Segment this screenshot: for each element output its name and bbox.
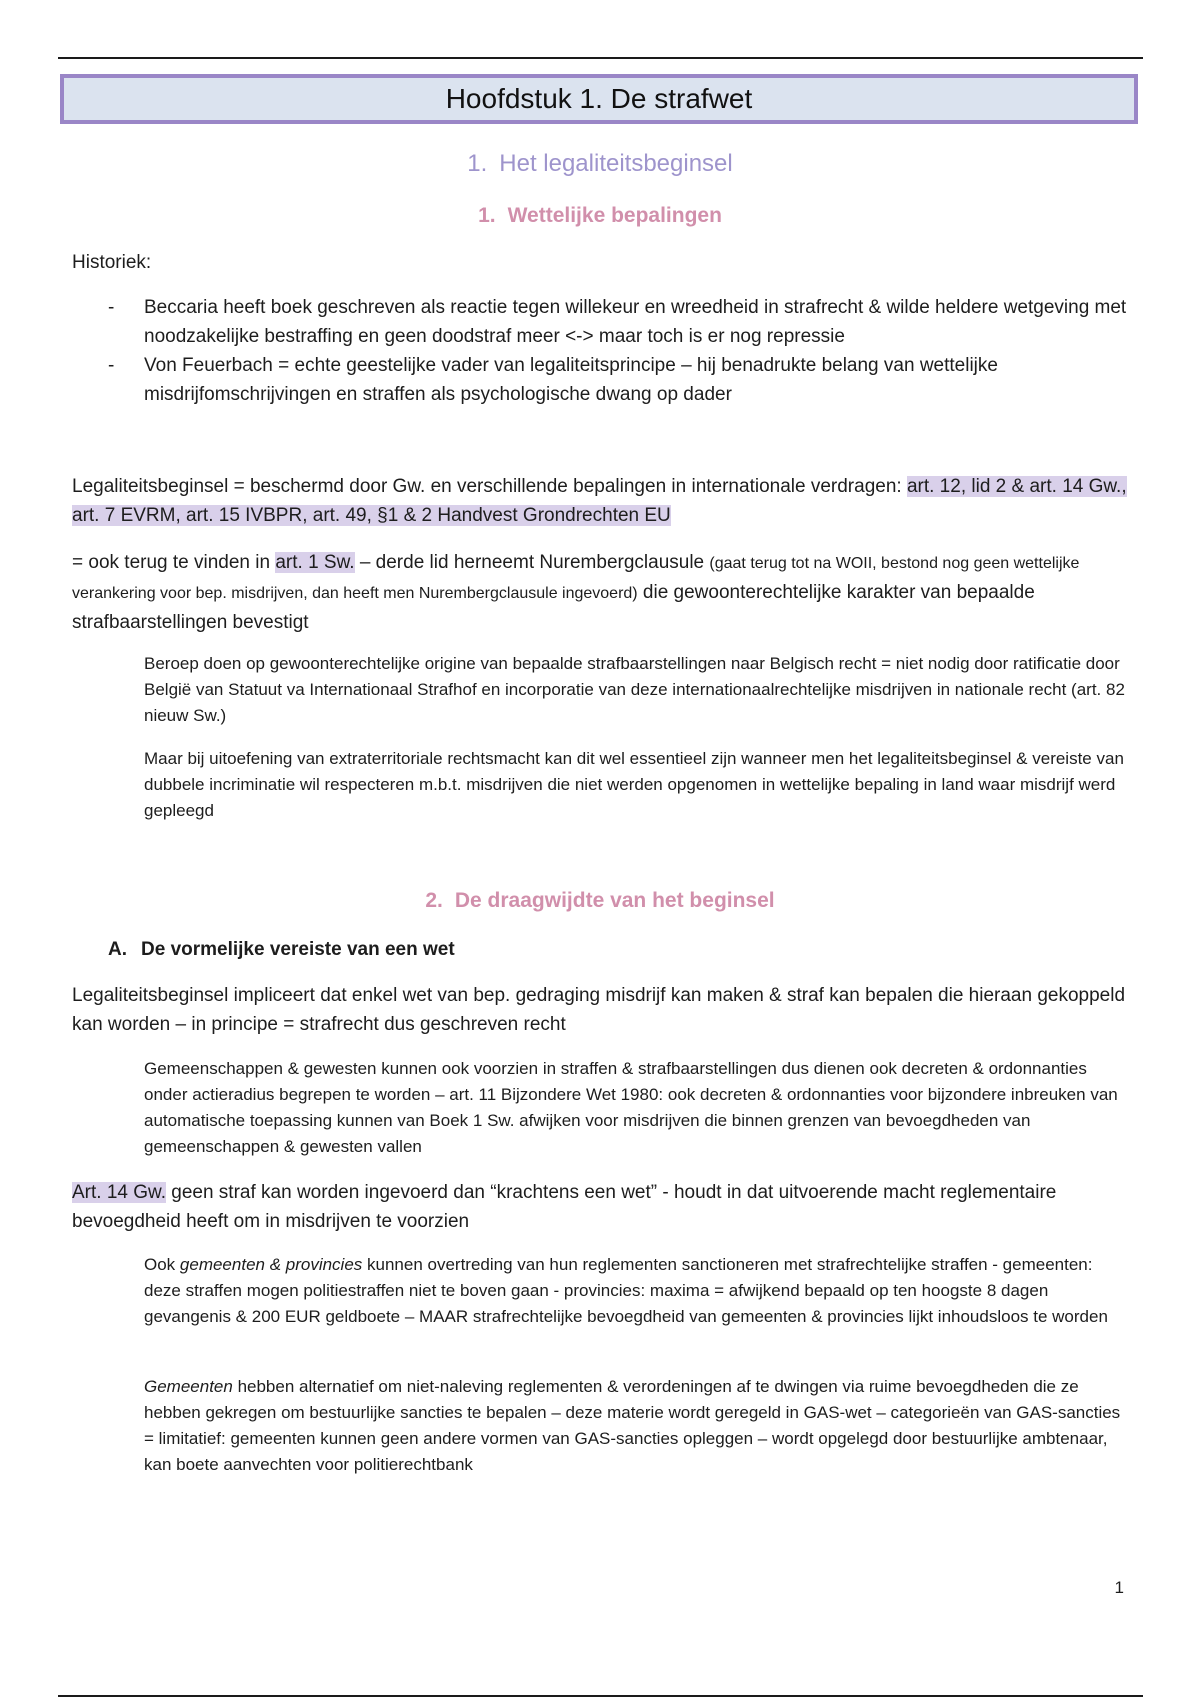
historiek-list (72, 293, 1132, 409)
list-item (72, 351, 1132, 409)
paragraph-text: geen straf kan worden ingevoerd dan “krachtens een wet” - houdt in dat uitvoerende macht reglementaire bevoegdheid heeft om in misdrijven te voorzien (72, 1182, 1057, 1232)
historiek-label: Historiek: (72, 252, 152, 273)
indented-paragraph: Beroep doen op gewoonterechtelijke origine van bepaalde strafbaarstellingen naar Belgisch recht = niet nodig door ratificatie door België van Statuut va Internationaal Strafhof en incorporatie van deze internationaalrechtelijke misdrijven in nationale recht (art. 82 nieuw Sw.) (144, 654, 1125, 725)
list-item-text: Beccaria heeft boek geschreven als reactie tegen willekeur en wreedheid in strafrecht & wilde heldere wetgeving met noodzakelijke bestraffing en geen doodstraf meer <-> maar toch is er nog repressie (144, 297, 1127, 347)
paragraph-text: Legaliteitsbeginsel = beschermd door Gw. en verschillende bepalingen in internationale verdragen: (72, 476, 907, 497)
list-item-text: Von Feuerbach = echte geestelijke vader van legaliteitsprincipe – hij benadrukte belang van wettelijke misdrijfomschrijvingen en straffen als psychologische dwang op dader (144, 355, 998, 405)
paragraph-text: = ook terug te vinden in (72, 552, 276, 573)
header-rule (58, 57, 1143, 59)
footer-rule (58, 1695, 1143, 1697)
subsection-heading-draagwijdte (0, 889, 1200, 913)
emphasis: Gemeenten (144, 1377, 233, 1396)
subsection-title: Wettelijke bepalingen (507, 204, 722, 227)
highlighted-reference: Art. 14 Gw. (72, 1182, 166, 1203)
emphasis: gemeenten & provincies (179, 1255, 363, 1274)
indented-paragraph: Gemeenschappen & gewesten kunnen ook voorzien in straffen & strafbaarstellingen dus dienen ook decreten & ordonnanties onder actieradius begrepen te worden – art. 11 Bijzondere Wet 1980: ook decreten & ordonnanties voor bijzondere inbreuken van automatische toepassing kunnen van Boek 1 Sw. afwijken voor misdrijven die binnen grenzen van bevoegdheden van gemeenschappen & gewesten vallen (144, 1059, 1118, 1156)
highlighted-reference: art. 12, lid 2 & art. 14 Gw., art. 7 EVRM, art. 15 IVBPR, art. 49, §1 & 2 Handvest Grondrechten EU (72, 476, 1127, 526)
list-item (72, 293, 1132, 351)
subsection-number: 1. (478, 204, 496, 227)
subsection-number: 2. (425, 889, 443, 912)
subheading-vormelijke-vereiste (108, 939, 455, 961)
indented-paragraph (144, 1374, 1134, 1478)
paragraph-art14-gw (72, 1178, 1132, 1236)
subsection-title: De draagwijdte van het beginsel (454, 889, 775, 912)
bullet-dash: - (108, 297, 115, 318)
section-title: Het legaliteitsbeginsel (499, 150, 733, 177)
paragraph-text: Ook (144, 1255, 180, 1274)
page-number: 1 (1114, 1578, 1124, 1597)
subheading-letter: A. (108, 939, 127, 960)
indented-paragraph: Maar bij uitoefening van extraterritoriale rechtsmacht kan dit wel essentieel zijn wanneer men het legaliteitsbeginsel & vereiste van dubbele incriminatie wil respecteren m.b.t. misdrijven die niet werden opgenomen in wettelijke bepaling in land waar misdrijf werd gepleegd (144, 749, 1124, 820)
paragraph-text: die gewoonterechtelijke karakter van bepaalde strafbaarstellingen bevestigt (72, 582, 1035, 633)
parenthetical-note: (gaat terug tot na WOII, bestond nog geen wettelijke verankering voor bep. misdrijven, dan heeft men Nurembergclausule ingevoerd) (72, 555, 1080, 602)
section-heading-legaliteit (0, 150, 1200, 178)
highlighted-reference: art. 1 Sw. (275, 552, 355, 573)
paragraph-legaliteitsbeginsel (72, 472, 1132, 530)
paragraph-text: hebben alternatief om niet-naleving reglementen & verordeningen af te dwingen via ruime bevoegdheden die ze hebben gekregen om bestuurlijke sancties te bepalen – deze materie wordt geregeld in GAS-wet – categorieën van GAS-sancties = limitatief: gemeenten kunnen geen andere vormen van GAS-sancties opleggen – wordt opgelegd door bestuurlijke ambtenaar, kan boete aanvechten voor politierechtbank (144, 1377, 1121, 1474)
paragraph-art1-sw (72, 548, 1132, 637)
chapter-title: Hoofdstuk 1. De strafwet (60, 74, 1138, 124)
paragraph-text: kunnen overtreding van hun reglementen sanctioneren met strafrechtelijke straffen - gemeenten: deze straffen mogen politiestraffen niet te boven gaan - provincies: maxima = afwijkend bepaald op ten hoogste 8 dagen gevangenis & 200 EUR geldboete – MAAR strafrechtelijke bevoegdheid van gemeenten & provincies lijkt inhoudsloos te worden (144, 1255, 1108, 1326)
paragraph-impliceert: Legaliteitsbeginsel impliceert dat enkel wet van bep. gedraging misdrijf kan maken & straf kan bepalen die hieraan gekoppeld kan worden – in principe = strafrecht dus geschreven recht (72, 985, 1126, 1035)
indented-paragraph (144, 1252, 1134, 1330)
subsection-heading-wettelijke (0, 204, 1200, 228)
section-number: 1. (467, 150, 488, 177)
bullet-dash: - (108, 355, 115, 376)
paragraph-text: – derde lid herneemt Nurembergclausule (354, 552, 710, 573)
subheading-title: De vormelijke vereiste van een wet (141, 939, 455, 960)
